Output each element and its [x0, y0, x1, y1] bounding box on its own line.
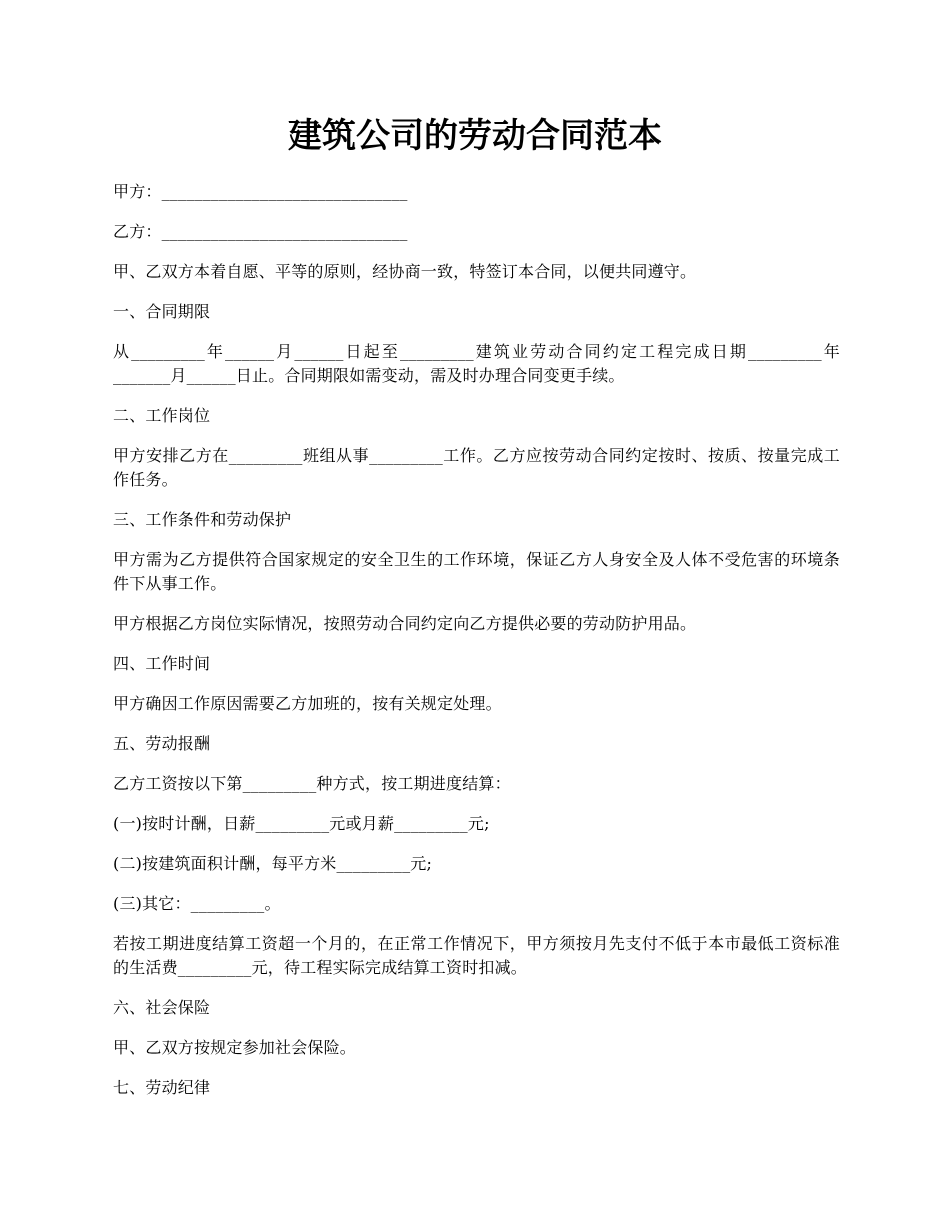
section-heading-hours: 四、工作时间 [113, 654, 211, 673]
document-title: 建筑公司的劳动合同范本 [288, 116, 662, 156]
section-heading-position: 二、工作岗位 [113, 406, 211, 425]
pay-paragraph: 乙方工资按以下第_________种方式，按工期进度结算： [113, 774, 511, 793]
term-paragraph: 从_________年______月______日起至_________建筑业劳动合同约定工程完成日期_________年_______月______日止。合同期限如需变动，需及时办理合同变更手续。 [113, 342, 840, 385]
section-heading-discipline: 七、劳动纪律 [113, 1078, 211, 1097]
intro-paragraph: 甲、乙双方本着自愿、平等的原则，经协商一致，特签订本合同，以便共同遵守。 [113, 262, 697, 281]
section-heading-conditions: 三、工作条件和劳动保护 [113, 510, 292, 529]
document-body [113, 180, 840, 1116]
conditions-paragraph-2: 甲方根据乙方岗位实际情况，按照劳动合同约定向乙方提供必要的劳动防护用品。 [113, 614, 697, 633]
position-paragraph: 甲方安排乙方在_________班组从事_________工作。乙方应按劳动合同约定按时、按质、按量完成工作任务。 [113, 446, 840, 489]
pay-option-3: (三)其它：_________。 [113, 894, 281, 913]
section-heading-term: 一、合同期限 [113, 302, 211, 321]
party-b-line: 乙方：______________________________ [113, 222, 408, 241]
pay-option-1: (一)按时计酬，日薪_________元或月薪_________元; [113, 814, 490, 833]
party-a-line: 甲方：______________________________ [113, 182, 408, 201]
section-heading-insurance: 六、社会保险 [113, 998, 211, 1017]
pay-option-2: (二)按建筑面积计酬，每平方米_________元; [113, 854, 433, 873]
pay-advance-paragraph: 若按工期进度结算工资超一个月的，在正常工作情况下，甲方须按月先支付不低于本市最低工资标准的生活费_________元，待工程实际完成结算工资时扣减。 [113, 934, 840, 977]
hours-paragraph: 甲方确因工作原因需要乙方加班的，按有关规定处理。 [113, 694, 502, 713]
insurance-paragraph: 甲、乙双方按规定参加社会保险。 [113, 1038, 357, 1057]
conditions-paragraph-1: 甲方需为乙方提供符合国家规定的安全卫生的工作环境，保证乙方人身安全及人体不受危害的环境条件下从事工作。 [113, 550, 840, 593]
section-heading-pay: 五、劳动报酬 [113, 734, 211, 753]
